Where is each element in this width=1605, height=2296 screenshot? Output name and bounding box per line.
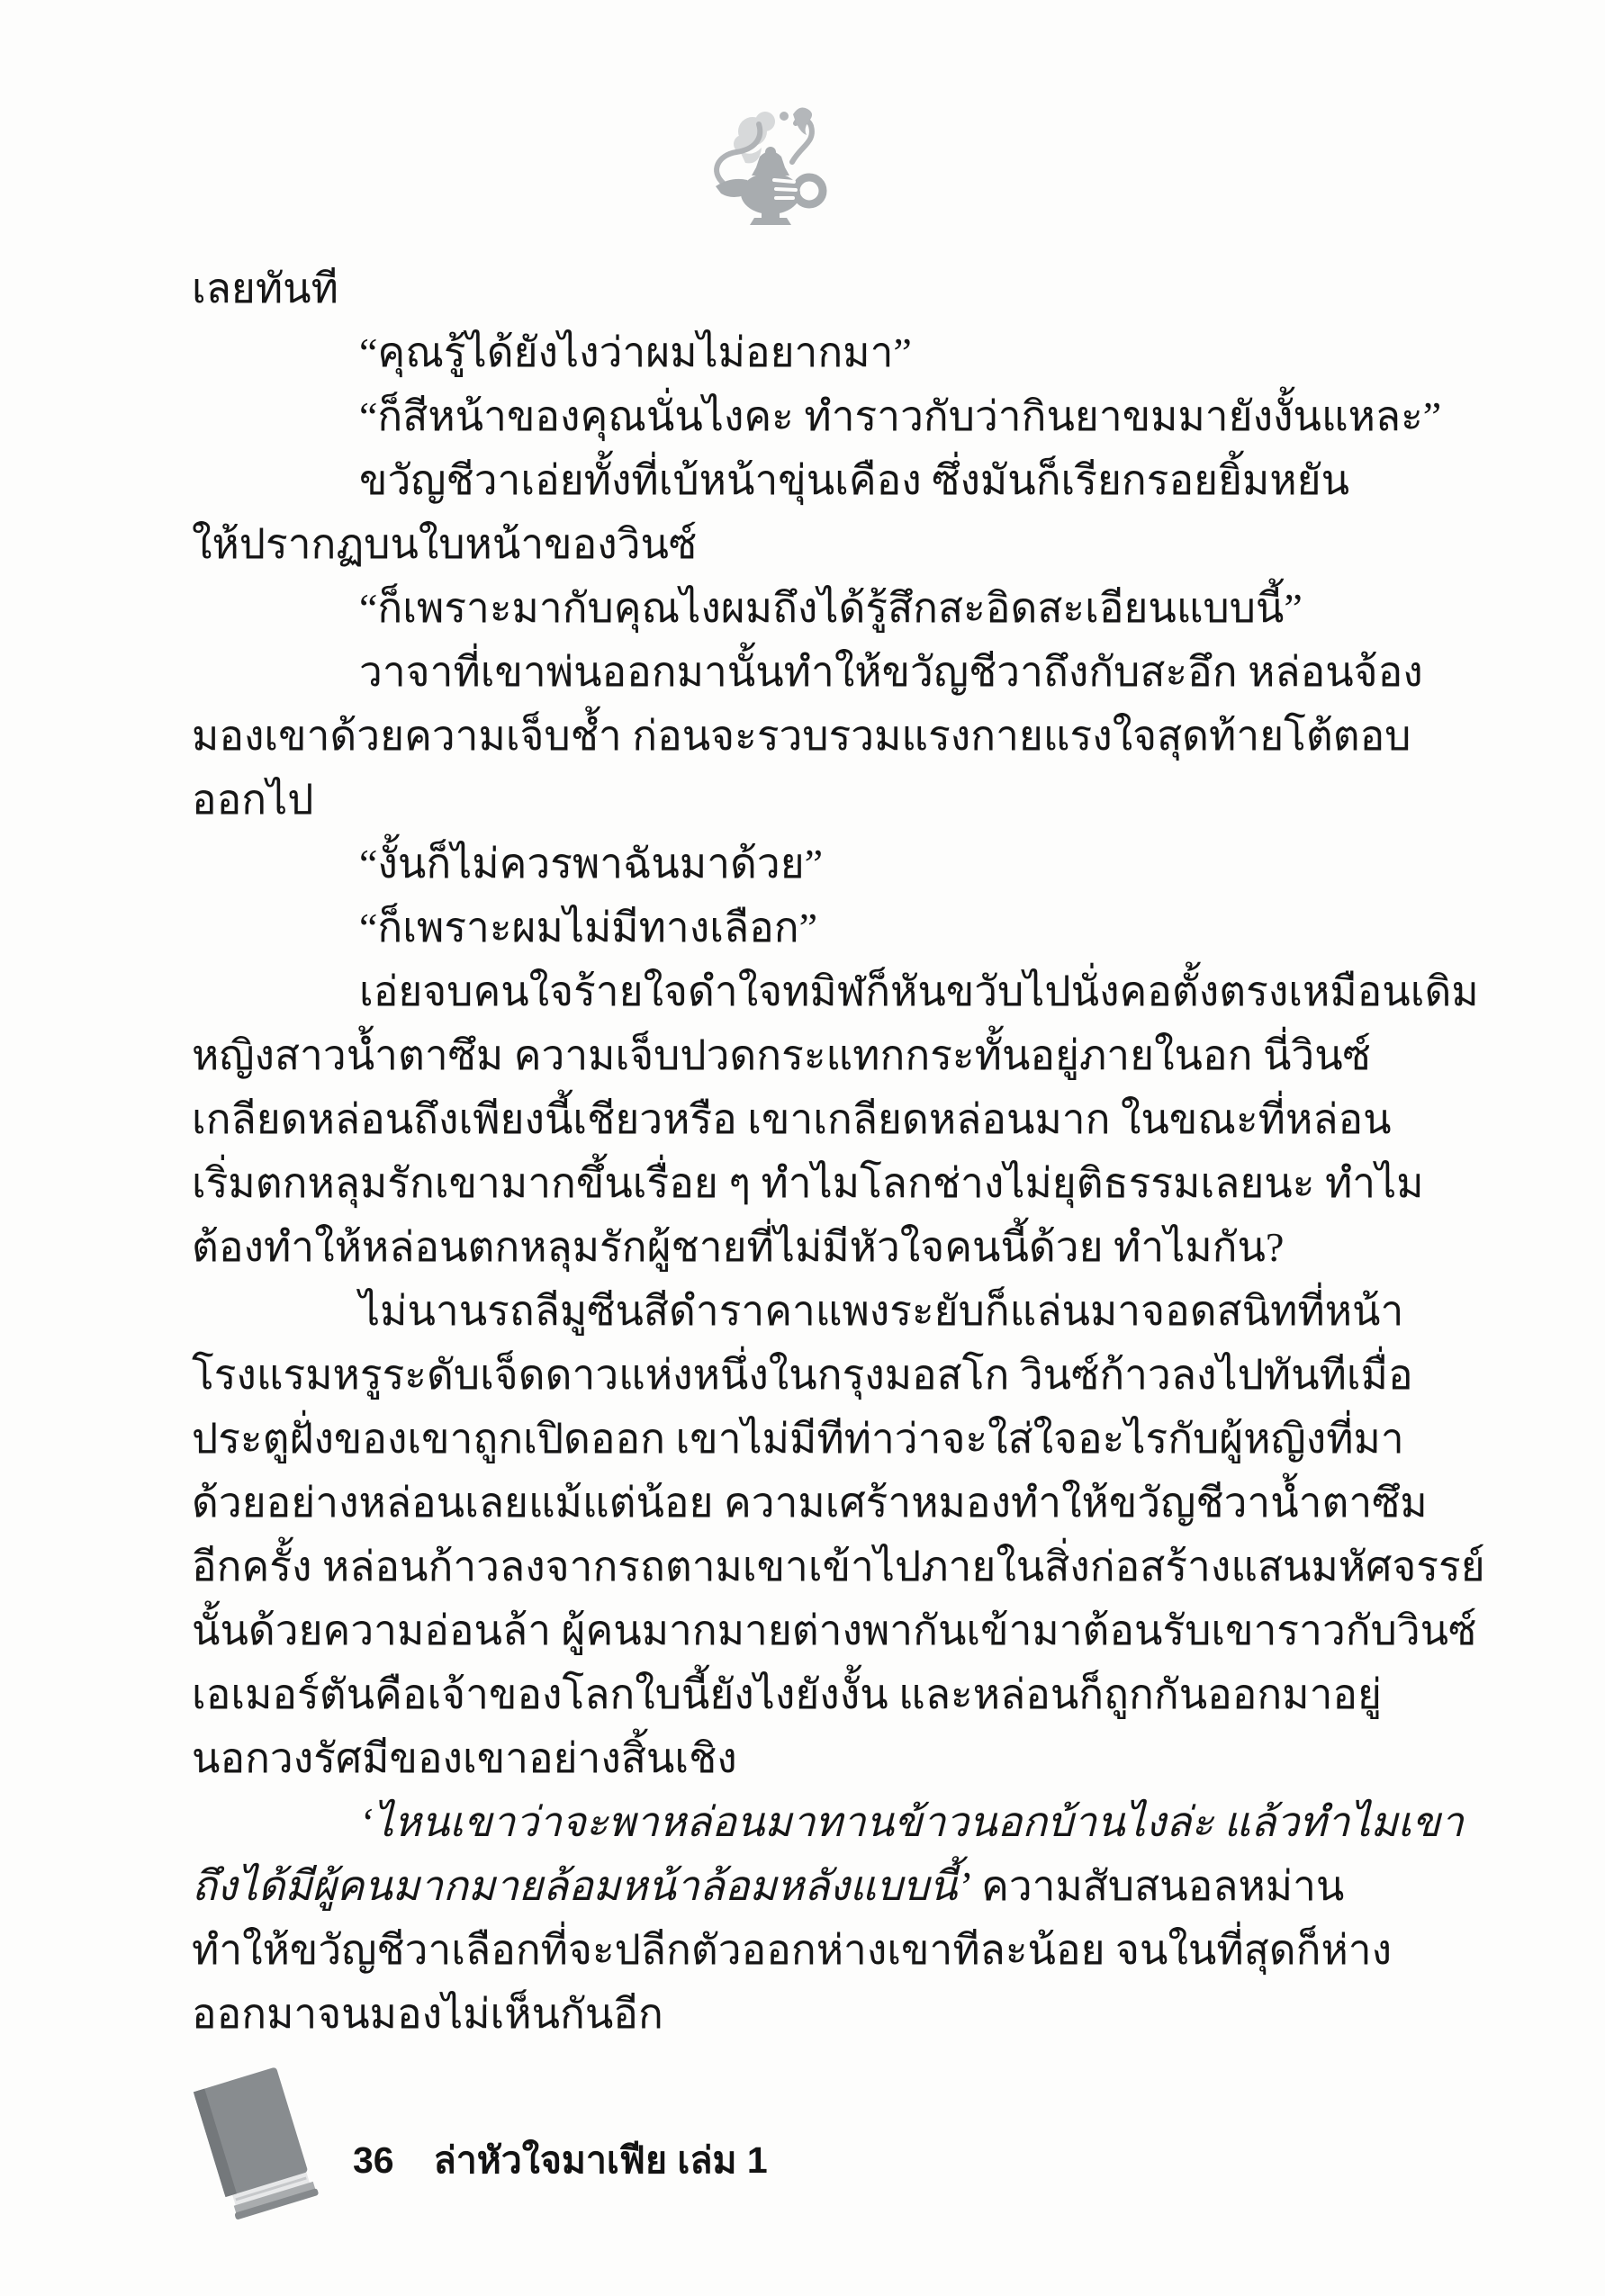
text-line: ออกมาจนมองไม่เห็นกันอีก xyxy=(192,1991,663,2037)
text-line: ออกไป xyxy=(192,777,314,823)
text-line: วาจาที่เขาพ่นออกมานั้นทำให้ขวัญชีวาถึงกับสะอึก หล่อนจ้อง xyxy=(359,649,1423,695)
text-line-dialogue: “ก็สีหน้าของคุณนั่นไงคะ ทำราวกับว่ากินยาขมมายังงั้นแหละ” xyxy=(359,393,1442,439)
book-title: ล่าหัวใจมาเฟีย เล่ม 1 xyxy=(433,2139,768,2181)
book-icon xyxy=(191,2066,326,2228)
text-line: นั้นด้วยความอ่อนล้า ผู้คนมากมายต่างพากันเข้ามาต้อนรับเขาราวกับวินซ์ xyxy=(192,1607,1477,1653)
text-line-dialogue: “ก็เพราะผมไม่มีทางเลือก” xyxy=(359,905,818,950)
text-line: ต้องทำให้หล่อนตกหลุมรักผู้ชายที่ไม่มีหัวใจคนนี้ด้วย ทำไมกัน? xyxy=(192,1224,1285,1270)
text-line: เอ่ยจบคนใจร้ายใจดำใจทมิฬก็หันขวับไปนั่งคอตั้งตรงเหมือนเดิม xyxy=(359,968,1479,1014)
running-footer xyxy=(353,2131,768,2190)
text-line: มองเขาด้วยความเจ็บช้ำ ก่อนจะรวบรวมแรงกายแรงใจสุดท้ายโต้ตอบ xyxy=(192,713,1411,759)
page-body-text xyxy=(192,257,1485,2046)
text-line: เริ่มตกหลุมรักเขามากขึ้นเรื่อย ๆ ทำไมโลกช่างไม่ยุติธรรมเลยนะ ทำไม xyxy=(192,1160,1424,1206)
text-line: นอกวงรัศมีของเขาอย่างสิ้นเชิง xyxy=(192,1735,737,1781)
thought-italic-part: ถึงได้มีผู้คนมากมายล้อมหน้าล้อมหลังแบบนี้’ xyxy=(192,1863,971,1909)
text-line: ให้ปรากฏบนใบหน้าของวินซ์ xyxy=(192,521,698,567)
text-line-thought-mixed xyxy=(192,1854,1353,1918)
genie-lamp-steam-icon xyxy=(702,101,837,225)
page-number: 36 xyxy=(353,2139,394,2181)
text-line-dialogue: “ก็เพราะมากับคุณไงผมถึงได้รู้สึกสะอิดสะเอียนแบบนี้” xyxy=(359,585,1303,631)
text-line-dialogue: “งั้นก็ไม่ควรพาฉันมาด้วย” xyxy=(359,841,824,887)
text-line: ประตูฝั่งของเขาถูกเปิดออก เขาไม่มีทีท่าว่าจะใส่ใจอะไรกับผู้หญิงที่มา xyxy=(192,1416,1404,1462)
text-line: หญิงสาวน้ำตาซึม ความเจ็บปวดกระแทกกระทั้นอยู่ภายในอก นี่วินซ์ xyxy=(192,1032,1371,1078)
text-line: โรงแรมหรูระดับเจ็ดดาวแห่งหนึ่งในกรุงมอสโก วินซ์ก้าวลงไปทันทีเมื่อ xyxy=(192,1352,1413,1398)
text-line: อีกครั้ง หล่อนก้าวลงจากรถตามเขาเข้าไปภายในสิ่งก่อสร้างแสนมหัศจรรย์ xyxy=(192,1544,1485,1589)
text-line: ไม่นานรถลีมูซีนสีดำราคาแพงระยับก็แล่นมาจอดสนิทที่หน้า xyxy=(359,1288,1404,1334)
text-line: เอเมอร์ตันคือเจ้าของโลกใบนี้ยังไงยังงั้น และหล่อนก็ถูกกันออกมาอยู่ xyxy=(192,1671,1382,1717)
text-line: เลยทันที xyxy=(192,266,338,311)
text-line: ด้วยอย่างหล่อนเลยแม้แต่น้อย ความเศร้าหมองทำให้ขวัญชีวาน้ำตาซึม xyxy=(192,1480,1428,1526)
text-line: ขวัญชีวาเอ่ยทั้งที่เบ้หน้าขุ่นเคือง ซึ่งมันก็เรียกรอยยิ้มหยัน xyxy=(359,457,1350,503)
text-line: ทำให้ขวัญชีวาเลือกที่จะปลีกตัวออกห่างเขาทีละน้อย จนในที่สุดก็ห่าง xyxy=(192,1927,1393,1973)
text-line: เกลียดหล่อนถึงเพียงนี้เชียวหรือ เขาเกลียดหล่อนมาก ในขณะที่หล่อน xyxy=(192,1096,1392,1142)
text-line-dialogue: “คุณรู้ได้ยังไงว่าผมไม่อยากมา” xyxy=(359,329,912,375)
text-line-thought: ‘ไหนเขาว่าจะพาหล่อนมาทานข้าวนอกบ้านไงล่ะ แล้วทำไมเขา xyxy=(359,1799,1464,1845)
narration-part: ความสับสนอลหม่าน xyxy=(970,1863,1345,1909)
page-footer xyxy=(0,2061,1605,2241)
